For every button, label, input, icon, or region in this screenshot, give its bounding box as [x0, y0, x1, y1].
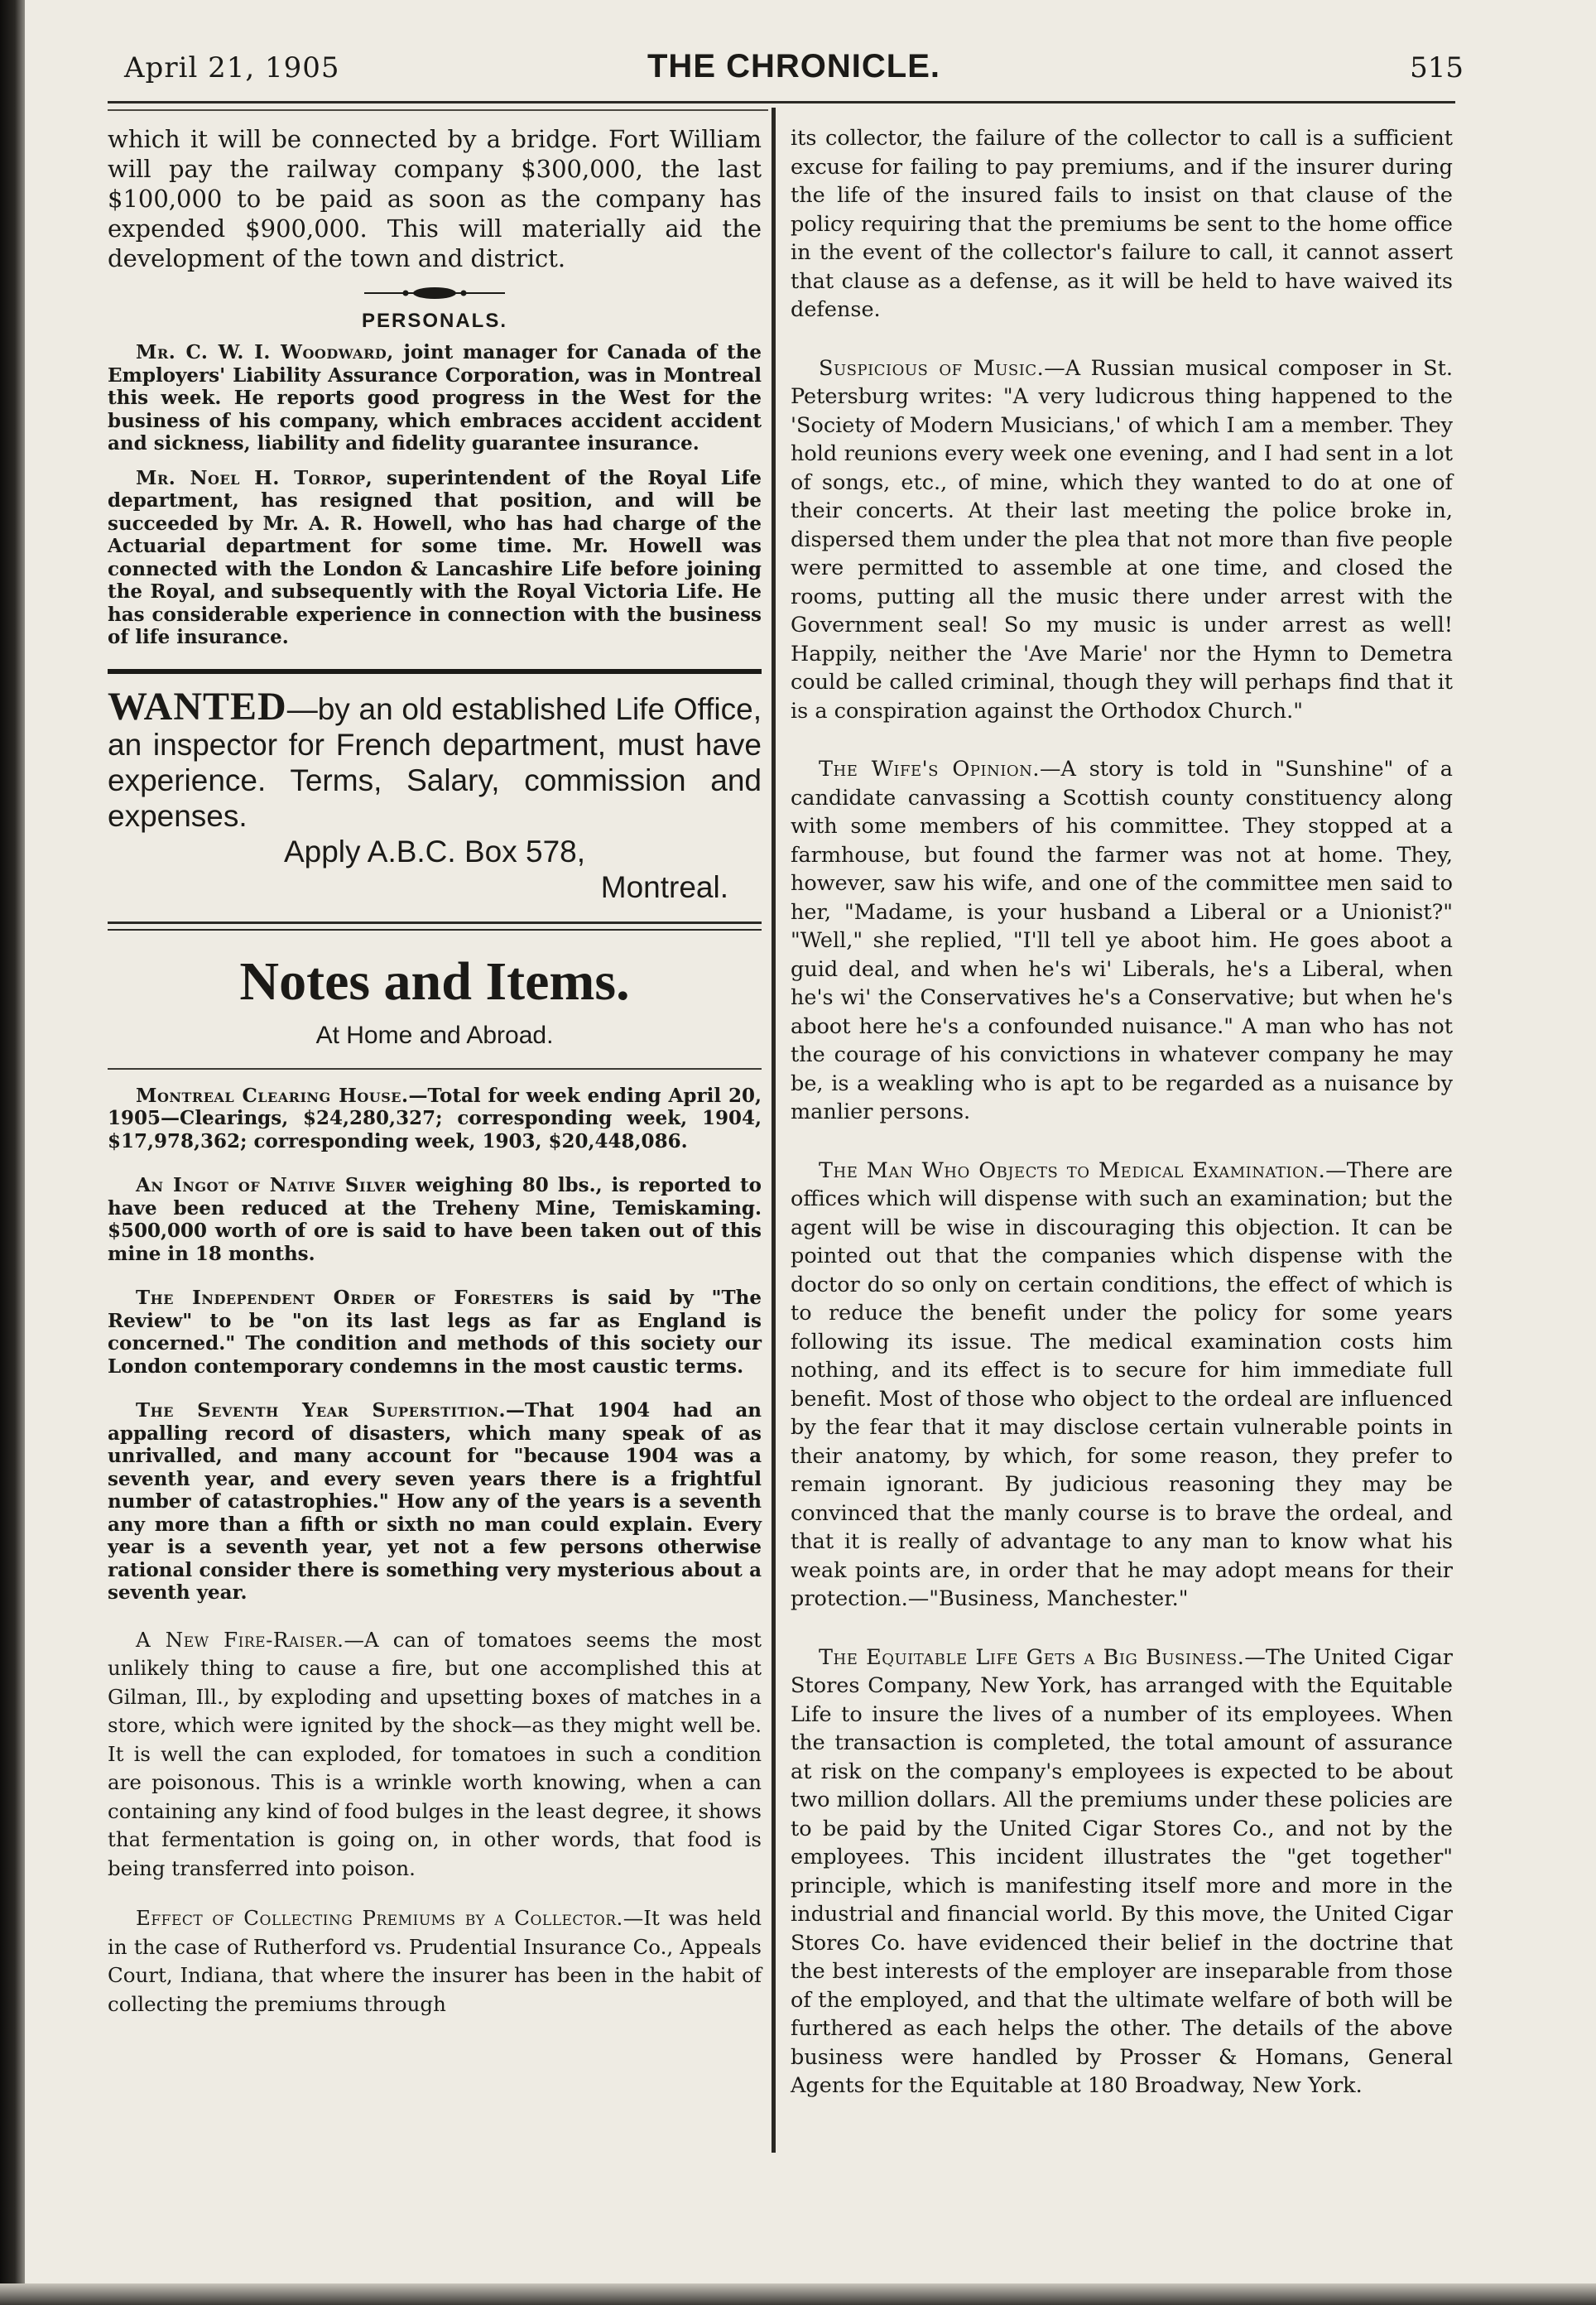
personal-woodward: [108, 341, 762, 455]
wanted-text: —by an old established Life Office, an inspector for French department, must have experience. Terms, Salary, commission and expenses.: [108, 691, 762, 833]
notes-title: Notes and Items.: [239, 950, 630, 1012]
item-silver-ingot-text: weighing 80 lbs., is reported to have been reduced at the Treheny Mine, Temiskaming. $500,000 worth of ore is said to have been taken out of this mine in 18 months.: [108, 1174, 762, 1265]
item-wifes-opinion-text: —A story is told in "Sunshine" of a candidate canvassing a Scottish county constituency along with some members of his committee. They stopped at a farmhouse, but found the farmer was not at home. They, however, saw his wife, and one of the committee men said to her, "Madame, is your husband a Liberal or a Unionist?" "Well," she replied, "I'll tell ye aboot him. He goes aboot a guid deal, and when he's wi' Liberals, he's a Liberal, when he's wi' the Conservatives he's a Conservative; but when he's aboot here he's a confounded nuisance." A man who has not the courage of his convictions in whatever company he may be, is a weakling who is apt to be regarded as a nuisance by manlier persons.: [791, 757, 1453, 1124]
page-number: 515: [1410, 51, 1464, 84]
wanted-apply: Apply A.B.C. Box 578,: [283, 834, 586, 869]
intro-paragraph: which it will be connected by a bridge. Fort William will pay the railway company $300,000, the last $100,000 to be paid as soon as the company has expended $900,000. This will materially aid the development of the town and district.: [108, 125, 762, 272]
item-clearing-house-lead: Montreal Clearing House.: [136, 1084, 409, 1107]
item-wifes-opinion: [791, 755, 1453, 1127]
header-rule: [108, 101, 1455, 103]
item-foresters: [108, 1287, 762, 1378]
item-seventh-year: [108, 1399, 762, 1605]
advert-rule-top: [108, 669, 762, 674]
personal-torrop-lead: Mr. Noel H. Torrop,: [136, 466, 373, 489]
item-silver-ingot: [108, 1174, 762, 1265]
item-wifes-opinion-lead: The Wife's Opinion.: [819, 757, 1040, 782]
item-seventh-year-text: —That 1904 had an appalling record of disasters, which many speak of as unrivalled, and many account for "because 1904 was a seventh year, and every seven years there is a frightful number of catastrophies." How any of the years is a seventh any more than a fifth or sixth no man could explain. Every year is a seventh year, yet not a few persons otherwise rational consider there is something very mysterious about a seventh year.: [108, 1399, 762, 1604]
ornament-divider: [108, 285, 762, 306]
personals-heading: PERSONALS.: [361, 310, 508, 332]
item-medical-examination-text: —There are offices which will dispense with such an examination; but the agent will be wise in discouraging this objection. It can be pointed out that the companies which dispense with the doctor do so only on certain conditions, the effect of which is to reduce the benefit under the policy for some years following its issue. The medical examination costs him nothing, and its effect is to secure for him immediate full benefit. Most of those who object to the ordeal are influenced by the fear that it may disclose certain vulnerable points in their anatomy, by which, for some reason, they prefer to remain ignorant. By judicious reasoning they may be convinced that the manly course is to brave the ordeal, and that it is really of advantage to any man to know what his weak points are, in order that he may adopt means for their protection.—"Business, Manchester.": [791, 1157, 1453, 1611]
item-suspicious-music-lead: Suspicious of Music.: [819, 355, 1045, 381]
notes-rule: [108, 1068, 762, 1070]
header-title: THE CHRONICLE.: [647, 48, 940, 84]
personal-torrop-text: superintendent of the Royal Life department, has resigned that position, and will be succeeded by Mr. A. R. Howell, who has had charge of the Actuarial department for some time. Mr. Howell was connected with the London & Lancashire Life before joining the Royal, and subsequently with the Royal Victoria Life. He has considerable experience in connection with the business of life insurance.: [108, 466, 762, 648]
left-column: [108, 124, 762, 2019]
item-collecting-premiums-lead: Effect of Collecting Premiums by a Collector.: [136, 1906, 623, 1930]
scan-edge-bottom: [0, 2283, 1596, 2305]
header-rule-secondary: [108, 109, 768, 111]
item-equitable-life-text: —The United Cigar Stores Company, New York, has arranged with the Equitable Life to insure the lives of a number of its employees. When the transaction is completed, the total amount of assurance at risk on the company's employees is expected to be about two million dollars. All the premiums under these policies are to be paid by the United Cigar Stores Co., and not by the employees. This incident illustrates the "get together" principle, which is manifesting itself more and more in the industrial and financial world. By this move, the United Cigar Stores Co. have evidenced their belief in the doctrine that the best interests of the employer are inseparable from those of the employed, and that the ultimate welfare of both will be furthered as each helps the other. The details of the above business were handled by Prosser & Homans, General Agents for the Equitable at 180 Broadway, New York.: [791, 1644, 1453, 2098]
scan-edge-left: [0, 0, 25, 2305]
collector-continuation: its collector, the failure of the collector to call is a sufficient excuse for failing to pay premiums, and if the insurer during the life of the insured fails to insist on that clause of the policy requiring that the premiums be sent to the home office in the event of the collector's failure to call, it cannot assert that clause as a defense, as it will be held to have waived its defense.: [791, 126, 1453, 322]
item-fire-raiser-text: —A can of tomatoes seems the most unlikely thing to cause a fire, but one accomplished this at Gilman, Ill., by exploding and upsetting boxes of matches in a store, which were ignited by the shock—as they might well be. It is well the can exploded, for tomatoes in such a condition are poisonous. This is a wrinkle worth knowing, when a can containing any kind of food bulges in the least degree, it shows that fermentation is going on, in other words, that food is being transferred into poison.: [108, 1627, 762, 1880]
item-foresters-lead: The Independent Order of Foresters: [136, 1287, 555, 1309]
item-suspicious-music: [791, 354, 1453, 726]
column-divider: [772, 108, 776, 2153]
page-header: [124, 48, 1464, 89]
item-foresters-text: is said by "The Review" to be "on its last legs as far as England is concerned." The condition and methods of this society our London contemporary condemns in the most caustic terms.: [108, 1287, 762, 1378]
item-fire-raiser: [108, 1626, 762, 1884]
item-collecting-premiums: [108, 1904, 762, 2019]
wanted-advert: [108, 684, 762, 905]
item-medical-examination: [791, 1157, 1453, 1614]
item-seventh-year-lead: The Seventh Year Superstition.: [136, 1399, 507, 1422]
item-clearing-house: [108, 1085, 762, 1153]
item-collecting-premiums-text: —It was held in the case of Rutherford vs. Prudential Insurance Co., Appeals Court, Indiana, that where the insurer has been in the habit of collecting the premiums through: [108, 1906, 762, 2016]
item-equitable-life-lead: The Equitable Life Gets a Big Business.: [819, 1644, 1245, 1670]
item-silver-ingot-lead: An Ingot of Native Silver: [136, 1174, 407, 1196]
header-date: April 21, 1905: [124, 51, 340, 84]
item-suspicious-music-text: —A Russian musical composer in St. Petersburg writes: "A very ludicrous thing happened to the 'Society of Modern Musicians,' of which I am a member. They hold reunions every week one evening, and I had sent in a lot of songs, etc., of mine, which they wanted to do at one of their concerts. At their last meeting the police broke in, dispersed them under the plea that not more than five people were permitted to assemble at one time, and closed the rooms, putting all the music there under arrest with the Government seal! So my music is under arrest as well! Happily, neither the 'Ave Marie' nor the Hymn to Demetra could be called criminal, though they will perhaps find that it is a conspiration against the Orthodox Church.": [791, 355, 1453, 724]
wanted-city: Montreal.: [600, 869, 728, 904]
notes-subtitle: At Home and Abroad.: [315, 1021, 554, 1049]
personal-woodward-text: joint manager for Canada of the Employers' Liability Assurance Corporation, was in Montreal this week. He reports good progress in the West for the business of his company, which embraces accident accident and sickness, liability and fidelity guarantee insurance.: [108, 341, 762, 455]
ornament-divider-icon: [364, 285, 505, 301]
personal-woodward-lead: Mr. C. W. I. Woodward,: [136, 341, 394, 363]
personal-torrop: [108, 467, 762, 649]
item-clearing-house-text: —Total for week ending April 20, 1905—Clearings, $24,280,327; corresponding week, 1904, $17,978,362; corresponding week, 1903, $20,448,086.: [108, 1084, 762, 1152]
advert-rule-bottom: [108, 922, 762, 931]
wanted-headline: WANTED: [108, 684, 287, 729]
item-fire-raiser-lead: A New Fire-Raiser.: [136, 1627, 344, 1652]
item-medical-examination-lead: The Man Who Objects to Medical Examination.: [819, 1157, 1326, 1183]
right-column: [791, 124, 1453, 2100]
item-equitable-life: [791, 1643, 1453, 2100]
